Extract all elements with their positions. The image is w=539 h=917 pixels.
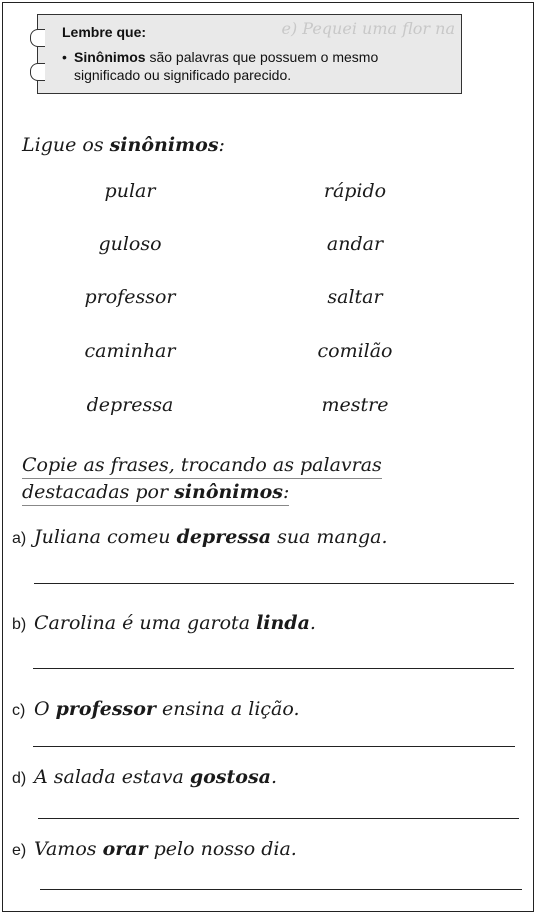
heading-bold-word: sinônimos — [109, 134, 219, 156]
left-word: guloso — [98, 233, 162, 255]
sentence-text: A salada estava — [34, 766, 190, 788]
reminder-text-line1: são palavras que possuem o mesmo — [145, 49, 379, 65]
sentence-text: ensina a lição. — [155, 698, 300, 720]
reminder-title: Lembre que: — [62, 24, 147, 40]
sentence-item — [12, 526, 388, 548]
reminder-text-line2: significado ou significado parecido. — [74, 67, 292, 83]
sentence-text: Vamos — [34, 838, 103, 860]
reminder-bold-term: Sinônimos — [74, 49, 146, 65]
section2-heading — [22, 452, 442, 506]
sentence-item — [12, 612, 316, 634]
faded-background-text: e) Pequei uma flor na — [281, 19, 455, 38]
sentence-highlight-word: linda — [256, 612, 310, 634]
sentence-text: Carolina é uma garota — [34, 612, 257, 634]
sentence-highlight-word: gostosa — [189, 766, 271, 788]
sentence-label: a) — [12, 530, 27, 547]
sentence-label: d) — [12, 770, 27, 787]
heading-text: Ligue os — [22, 134, 110, 156]
sentence-text: . — [309, 612, 316, 634]
binder-tab — [30, 63, 45, 81]
right-word: rápido — [323, 180, 387, 202]
sentence-text: Juliana comeu — [34, 526, 177, 548]
heading-bold-word: sinônimos — [174, 481, 284, 503]
sentence-label: b) — [12, 616, 27, 633]
heading-colon: : — [218, 134, 225, 156]
sentence-item — [12, 838, 297, 860]
heading-line2-text: destacadas por — [22, 481, 175, 503]
sentence-text: pelo nosso dia. — [147, 838, 297, 860]
right-word: comilão — [317, 340, 393, 362]
bullet-dot: • — [62, 49, 67, 65]
sentence-text: sua manga. — [271, 526, 388, 548]
sentence-label: e) — [12, 842, 27, 859]
answer-line[interactable] — [33, 668, 514, 669]
sentence-item — [12, 698, 300, 720]
left-word: pular — [104, 180, 156, 202]
right-word: mestre — [321, 394, 389, 416]
section1-heading — [22, 134, 225, 156]
binder-tab — [30, 29, 45, 47]
right-word: saltar — [327, 286, 383, 308]
answer-line[interactable] — [40, 889, 522, 890]
answer-line[interactable] — [33, 746, 515, 747]
sentence-highlight-word: orar — [102, 838, 148, 860]
heading-colon: : — [283, 481, 290, 503]
sentence-text: O — [34, 698, 56, 720]
heading-line2 — [22, 479, 289, 506]
sentence-highlight-word: depressa — [176, 526, 272, 548]
sentence-label: c) — [12, 702, 26, 719]
sentence-highlight-word: professor — [55, 698, 156, 720]
left-word: depressa — [86, 394, 174, 416]
answer-line[interactable] — [38, 818, 519, 819]
answer-line[interactable] — [34, 583, 514, 584]
left-word: caminhar — [84, 340, 176, 362]
sentence-item — [12, 766, 277, 788]
right-word: andar — [326, 233, 384, 255]
sentence-text: . — [270, 766, 278, 788]
reminder-bullet — [62, 48, 442, 84]
heading-line1: Copie as frases, trocando as palavras — [22, 452, 382, 479]
left-word: professor — [84, 286, 176, 308]
reminder-box — [37, 14, 462, 94]
